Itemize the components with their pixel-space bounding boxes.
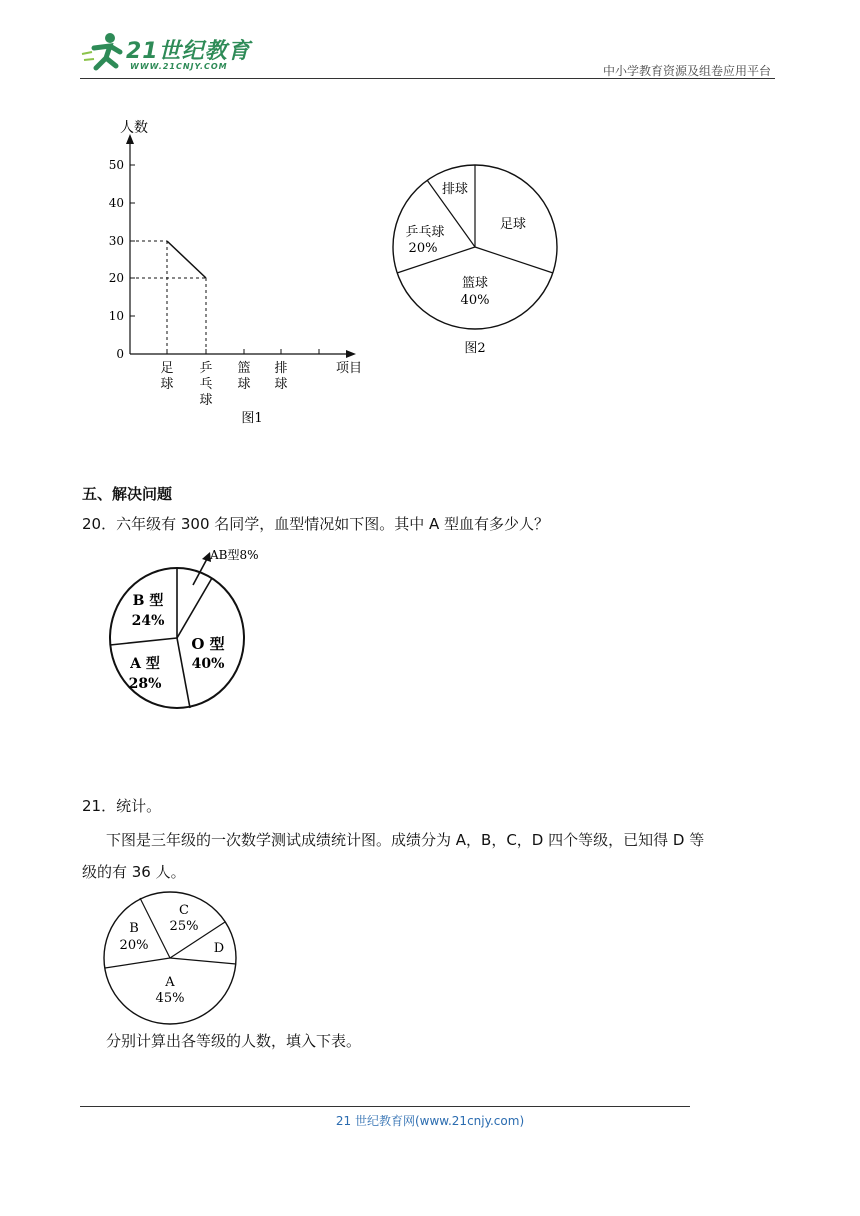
figure-2-caption: 图2 [464,341,486,356]
slice-label-b: B 型 [132,593,164,609]
figure-1-caption: 图1 [241,411,263,426]
y-tick-label: 40 [108,196,124,210]
blood-type-pie [100,543,275,715]
slice-label-a: A 型 [130,656,160,672]
x-category-labels [160,360,287,408]
header-divider [80,78,775,79]
section-title: 五、解决问题 [82,485,173,503]
slice-pct-basketball: 40% [460,293,490,308]
header-right-text: 中小学教育资源及组卷应用平台 [602,64,771,78]
slice-pct-a: 45% [155,991,185,1006]
slice-label-c: C [179,903,189,918]
cat-football-char: 足 [160,361,174,376]
logo-runner-icon [80,30,128,74]
question-21-para2: 级的有 36 人。 [82,863,186,881]
slice-label-football: 足球 [499,217,527,232]
footer-text[interactable]: 21 世纪教育网(www.21cnjy.com) [335,1114,525,1128]
slice-pct-c: 25% [169,919,199,934]
slice-pct-b: 24% [131,613,165,629]
ab-label: AB型8% [210,548,259,562]
slice-pct-a: 28% [128,676,162,692]
y-tick-label: 30 [108,234,124,248]
figure-1-chart [100,112,380,432]
y-tick-label: 50 [108,158,124,172]
y-ticks [109,158,135,361]
slice-pct-pingpong: 20% [408,241,438,256]
cat-pingpong-char: 球 [199,393,213,408]
footer-divider [80,1106,690,1107]
logo-url: WWW.21CNJY.COM [130,62,228,71]
question-21-para1: 下图是三年级的一次数学测试成绩统计图。成绩分为 A，B，C，D 四个等级，已知得 D 等 [106,831,705,849]
slice-label-pingpong: 乒乓球 [405,225,445,240]
figure-2-pie [385,160,570,360]
question-21-title: 21．统计。 [82,797,162,815]
x-axis-label: 项目 [336,361,363,376]
question-21-para3: 分别计算出各等级的人数，填入下表。 [106,1032,362,1050]
y-tick-label: 0 [116,347,124,361]
y-axis-label: 人数 [120,120,148,136]
x-ticks [167,349,319,354]
question-20-text: 20．六年级有 300 名同学，血型情况如下图。其中 A 型血有多少人？ [82,515,550,533]
slice-label-volleyball: 排球 [441,182,469,197]
data-line [167,241,206,278]
slice-label-basketball: 篮球 [461,276,489,291]
y-tick-label: 20 [108,271,124,285]
logo-main: 21世纪教育 [126,39,251,64]
cat-basketball-char: 篮 [237,361,251,376]
slice-label-b: B [129,921,139,936]
cat-volleyball-char: 球 [274,377,288,392]
slice-label-d: D [213,941,225,956]
grade-pie [100,888,242,1028]
y-tick-label: 10 [108,309,124,323]
slice-label-a: A [165,975,175,990]
cat-pingpong-char: 乒 [199,361,213,376]
cat-football-char: 球 [160,377,174,392]
cat-basketball-char: 球 [237,377,251,392]
slice-pct-o: 40% [191,656,225,672]
slice-pct-b: 20% [119,938,149,953]
cat-pingpong-char: 乓 [199,377,213,392]
header [80,28,775,80]
x-axis-arrow [346,350,356,358]
slice-label-o: O 型 [191,635,225,653]
cat-volleyball-char: 排 [274,361,288,376]
